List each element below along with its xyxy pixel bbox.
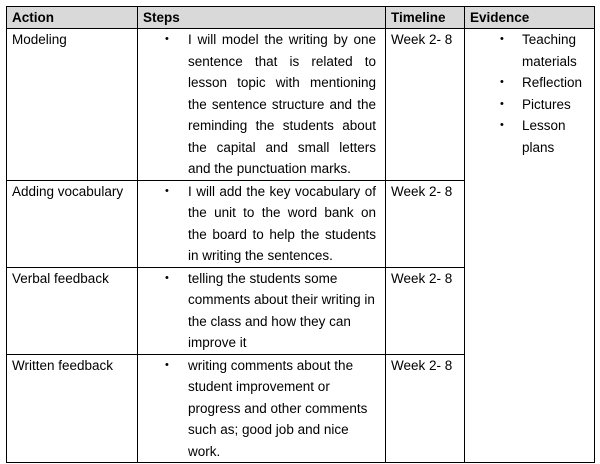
header-row — [7, 7, 595, 29]
evidence-list — [470, 29, 589, 158]
step-text: I will add the key vocabulary of the unit to the word bank on the board to help the students in writing the sentences. — [188, 183, 376, 263]
evidence-item-text: Reflection — [522, 75, 583, 90]
list-item — [470, 115, 589, 158]
evidence-cell — [465, 29, 595, 463]
bullet-icon: • — [165, 184, 169, 197]
bullet-icon: • — [165, 271, 169, 284]
steps-cell — [138, 180, 386, 267]
header-action: Action — [7, 7, 138, 29]
header-evidence: Evidence — [465, 7, 595, 29]
timeline-cell: Week 2- 8 — [386, 267, 465, 354]
action-cell: Written feedback — [7, 354, 138, 463]
steps-cell — [138, 267, 386, 354]
bullet-icon: • — [500, 97, 504, 110]
timeline-cell: Week 2- 8 — [386, 354, 465, 463]
table-row — [7, 29, 595, 181]
list-item — [470, 94, 589, 116]
bullet-icon: • — [165, 358, 169, 371]
list-item — [470, 29, 589, 72]
evidence-item-text: Teaching materials — [522, 32, 577, 69]
list-item — [470, 72, 589, 94]
bullet-icon: • — [165, 33, 169, 45]
bullet-icon: • — [500, 119, 504, 131]
action-cell: Adding vocabulary — [7, 180, 138, 267]
action-cell: Verbal feedback — [7, 267, 138, 354]
step-text: telling the students some comments about their writing in the class and how they can improve it — [188, 270, 375, 350]
step-text: I will model the writing by one sentence that is related to lesson topic with mentioning the sentence structure and the reminding the students about the capital and small letters and the punctuation marks. — [188, 32, 376, 176]
steps-cell — [138, 29, 386, 181]
action-cell: Modeling — [7, 29, 138, 181]
steps-cell — [138, 354, 386, 463]
bullet-icon: • — [500, 76, 504, 88]
timeline-cell: Week 2- 8 — [386, 29, 465, 181]
step-text: writing comments about the student improvement or progress and other comments such as; good job and nice work. — [188, 357, 368, 459]
evidence-item-text: Pictures — [522, 96, 571, 112]
evidence-item-text: Lesson plans — [522, 118, 566, 155]
header-steps: Steps — [138, 7, 386, 29]
header-timeline: Timeline — [386, 7, 465, 29]
action-plan-table — [6, 6, 595, 463]
timeline-cell: Week 2- 8 — [386, 180, 465, 267]
bullet-icon: • — [500, 33, 504, 45]
